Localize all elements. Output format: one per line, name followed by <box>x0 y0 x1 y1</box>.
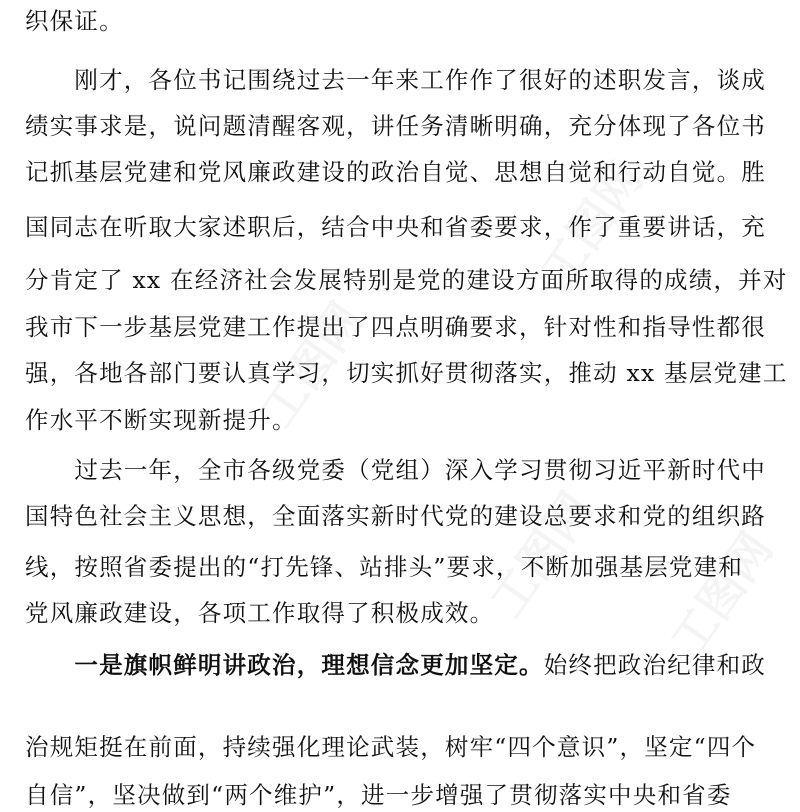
text-line: 作水平不断实现新提升。 <box>25 406 297 434</box>
watermark-logo <box>652 518 785 669</box>
text-line: 分肯定了 xx 在经济社会发展特别是党的建设方面所取得的成绩，并对 <box>25 266 788 294</box>
text-line: 过去一年，全市各级党委（党组）深入学习贯彻习近平新时代中 <box>25 456 766 484</box>
bold-heading: 一是旗帜鲜明讲政治，理想信念更加坚定。 <box>25 651 544 679</box>
text-line: 强，各地各部门要认真学习，切实抓好贯彻落实，推动 xx 基层党建工 <box>25 359 788 387</box>
text-line: 治规矩挺在前面，持续强化理论武装，树牢“四个意识”，坚定“四个 <box>25 733 757 761</box>
text-line: 织保证。 <box>25 7 124 35</box>
text-line: 线，按照省委提出的“打先锋、站排头”要求，不断加强基层党建和 <box>25 553 744 581</box>
paragraph-heading-line <box>25 648 766 682</box>
text-line: 党风廉政建设，各项工作取得了积极成效。 <box>25 599 495 627</box>
text-line: 刚才，各位书记围绕过去一年来工作作了很好的述职发言，谈成 <box>25 66 766 94</box>
text-line: 国同志在听取大家述职后，结合中央和省委要求，作了重要讲话，充 <box>25 213 766 241</box>
heading-tail-text: 始终把政治纪律和政 <box>543 651 767 679</box>
text-line: 我市下一步基层党建工作提出了四点明确要求，针对性和指导性都很 <box>25 313 766 341</box>
text-line: 自信”，坚决做到“两个维护”，进一步增强了贯彻落实中央和省委 <box>25 781 732 809</box>
text-line: 国特色社会主义思想，全面落实新时代党的建设总要求和党的组织路 <box>25 502 766 530</box>
text-line: 绩实事求是，说问题清醒客观，讲任务清晰明确，充分体现了各位书 <box>25 112 766 140</box>
text-line: 记抓基层党建和党风廉政建设的政治自觉、思想自觉和行动自觉。胜 <box>25 158 766 186</box>
